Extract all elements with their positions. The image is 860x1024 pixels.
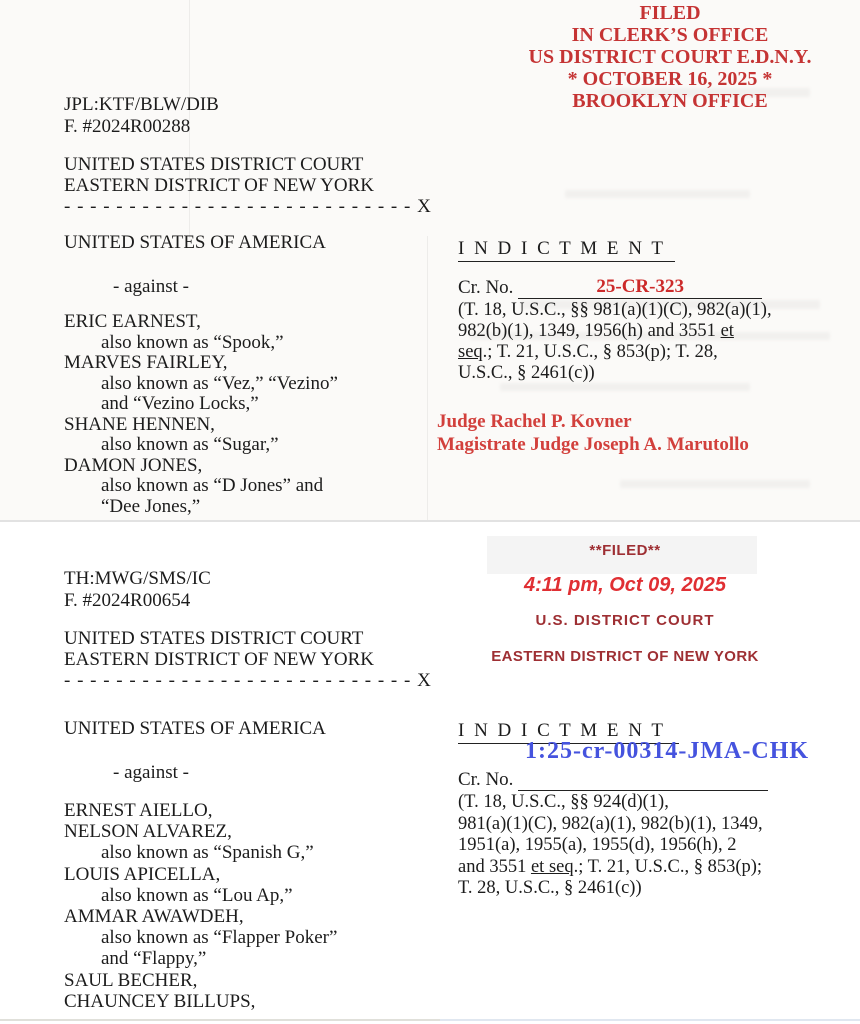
defendant-alias: also known as “Vez,” “Vezino” bbox=[101, 372, 338, 394]
case-number-line bbox=[458, 768, 768, 791]
defendant-name: ERIC EARNEST, bbox=[64, 311, 201, 332]
defendant-caption bbox=[64, 800, 337, 1012]
court-name-line2: EASTERN DISTRICT OF NEW YORK bbox=[64, 175, 374, 196]
case-number: 25-CR-323 bbox=[596, 276, 684, 297]
attorney-initials: JPL:KTF/BLW/DIB bbox=[64, 94, 219, 115]
statute-line: U.S.C., § 2461(c)) bbox=[458, 363, 595, 383]
court-name-line1: UNITED STATES DISTRICT COURT bbox=[64, 154, 364, 175]
caption-rule: - - - - - - - - - - - - - - - - - - - - - - - - - - - X bbox=[64, 196, 432, 217]
court-name-line2: EASTERN DISTRICT OF NEW YORK bbox=[64, 649, 374, 670]
court-stamp: U.S. DISTRICT COURT bbox=[535, 612, 715, 629]
district-stamp: EASTERN DISTRICT OF NEW YORK bbox=[491, 648, 759, 665]
against-label: - against - bbox=[113, 762, 189, 783]
stamp-line: FILED bbox=[639, 2, 701, 24]
plaintiff-name: UNITED STATES OF AMERICA bbox=[64, 232, 326, 253]
magistrate-judge-name: Magistrate Judge Joseph A. Marutollo bbox=[437, 434, 749, 455]
defendant-name: CHAUNCEY BILLUPS, bbox=[64, 990, 256, 1012]
caption-rule: - - - - - - - - - - - - - - - - - - - - - - - - - - - X bbox=[64, 670, 432, 691]
case-number-line bbox=[458, 276, 762, 299]
statute-line: 981(a)(1)(C), 982(a)(1), 982(b)(1), 1349, bbox=[458, 813, 763, 834]
defendant-name: MARVES FAIRLEY, bbox=[64, 352, 228, 373]
attorney-initials: TH:MWG/SMS/IC bbox=[64, 568, 211, 589]
court-heading bbox=[64, 154, 432, 217]
plaintiff-name: UNITED STATES OF AMERICA bbox=[64, 718, 326, 739]
statute-line: T. 28, U.S.C., § 2461(c)) bbox=[458, 878, 642, 898]
defendant-alias: and “Vezino Locks,” bbox=[101, 393, 259, 414]
defendant-name: SHANE HENNEN, bbox=[64, 413, 215, 435]
attorney-file-block bbox=[64, 568, 211, 612]
defendant-name: DAMON JONES, bbox=[64, 454, 203, 476]
indictment-title: I N D I C T M E N T bbox=[458, 720, 679, 744]
judge-name: Judge Rachel P. Kovner bbox=[437, 411, 632, 432]
file-number: F. #2024R00288 bbox=[64, 116, 191, 137]
statute-line: 1951(a), 1955(a), 1955(d), 1956(h), 2 bbox=[458, 835, 737, 855]
defendant-alias: also known as “Flapper Poker” bbox=[101, 927, 338, 949]
cr-no-label: Cr. No. bbox=[458, 769, 514, 790]
stamp-line: BROOKLYN OFFICE bbox=[572, 90, 768, 112]
defendant-alias: and “Flappy,” bbox=[101, 948, 207, 970]
defendant-name: NELSON ALVAREZ, bbox=[64, 821, 232, 843]
attorney-file-block bbox=[64, 94, 219, 138]
statute-line: 982(b)(1), 1349, 1956(h) and 3551 et bbox=[458, 321, 734, 341]
defendant-alias: also known as “Spook,” bbox=[101, 331, 284, 353]
caption-column-line bbox=[427, 236, 428, 520]
indictment-title: I N D I C T M E N T bbox=[458, 238, 675, 262]
defendant-name: LOUIS APICELLA, bbox=[64, 863, 221, 885]
statute-citation bbox=[458, 300, 772, 384]
statute-citation bbox=[458, 792, 763, 900]
cr-no-label: Cr. No. bbox=[458, 277, 514, 298]
ghost-text-artifact bbox=[620, 480, 810, 488]
defendant-alias: also known as “Lou Ap,” bbox=[101, 884, 293, 906]
statute-line: seq.; T. 21, U.S.C., § 853(p); T. 28, bbox=[458, 342, 718, 362]
court-name-line1: UNITED STATES DISTRICT COURT bbox=[64, 628, 364, 649]
defendant-alias: also known as “Sugar,” bbox=[101, 434, 279, 455]
stamp-line: IN CLERK’S OFFICE bbox=[571, 24, 769, 46]
statute-line: and 3551 et seq.; T. 21, U.S.C., § 853(p); bbox=[458, 856, 763, 877]
cr-no-underline bbox=[518, 768, 768, 791]
clerk-filed-stamp bbox=[505, 2, 835, 112]
statute-line: (T. 18, U.S.C., §§ 981(a)(1)(C), 982(a)(1), bbox=[458, 300, 772, 320]
defendant-caption bbox=[64, 312, 338, 517]
defendant-name: AMMAR AWAWDEH, bbox=[64, 905, 244, 927]
stamp-line: US DISTRICT COURT E.D.N.Y. bbox=[528, 46, 812, 68]
page-divider bbox=[0, 520, 860, 522]
stamp-line: * OCTOBER 16, 2025 * bbox=[567, 68, 773, 90]
filed-time-stamp: 4:11 pm, Oct 09, 2025 bbox=[524, 574, 726, 596]
judge-assignment-stamp bbox=[437, 410, 749, 456]
defendant-name: ERNEST AIELLO, bbox=[64, 800, 213, 821]
case-number-handwritten: 1:25-cr-00314-JMA-CHK bbox=[525, 738, 810, 764]
bottom-edge bbox=[0, 1019, 440, 1021]
filed-stamp-small: **FILED** bbox=[589, 542, 661, 559]
statute-line: (T. 18, U.S.C., §§ 924(d)(1), bbox=[458, 792, 669, 812]
file-number: F. #2024R00654 bbox=[64, 590, 191, 611]
defendant-alias: also known as “D Jones” and bbox=[101, 475, 324, 496]
defendant-alias: also known as “Spanish G,” bbox=[101, 842, 314, 864]
ghost-text-artifact bbox=[500, 383, 750, 391]
defendant-alias: “Dee Jones,” bbox=[101, 495, 201, 517]
court-heading bbox=[64, 628, 432, 691]
ghost-text-artifact bbox=[565, 190, 750, 198]
defendant-name: SAUL BECHER, bbox=[64, 969, 198, 991]
against-label: - against - bbox=[113, 276, 189, 297]
bottom-edge bbox=[440, 1019, 860, 1021]
cr-no-underline bbox=[518, 276, 762, 299]
